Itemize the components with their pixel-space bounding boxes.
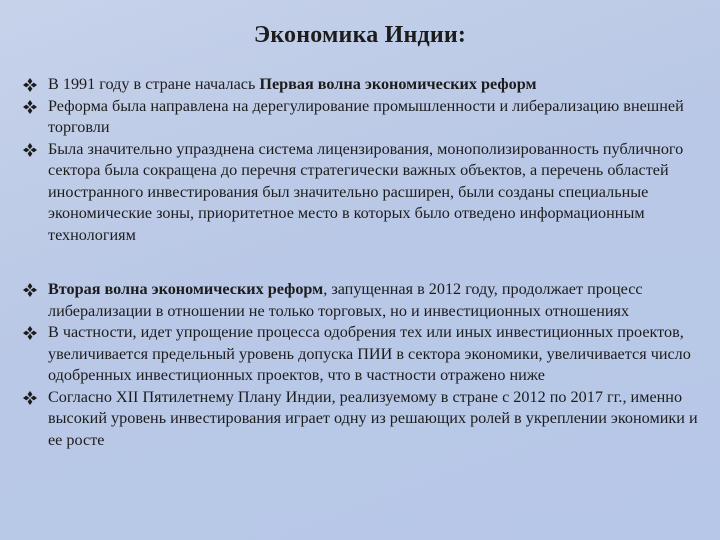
page-title: Экономика Индии: — [253, 22, 467, 48]
bullet-text: Согласно XII Пятилетнему Плану Индии, реализуемому в стране с 2012 по 2017 гг., именно высокий уровень инвестирования играет одну из решающих ролей в укреплении экономики и ее росте — [48, 387, 698, 449]
section-gap — [22, 246, 702, 279]
bullet-text: В частности, идет упрощение процесса одобрения тех или иных инвестиционных проектов, увеличивается предельный уровень допуска ПИИ в сектора экономики, увеличивается число одобренных инвестиционных проектов, что в частности отражено ниже — [48, 323, 691, 384]
bullet-text: Была значительно упразднена система лицензирования, монополизированность публичного сектора была сокращена до перечня стратегически важных объектов, а перечень областей иностранного инвестирования был значительно расширен, были созданы специальные экономические зоны, приоритетное место в которых было отведено информационным технологиям — [48, 139, 684, 244]
diamond-bullet-icon — [22, 77, 38, 93]
list-item — [22, 279, 702, 322]
diamond-bullet-icon — [22, 325, 38, 341]
bullet-bold-text: Вторая волна экономических реформ — [48, 280, 324, 298]
list-item — [22, 74, 702, 96]
diamond-bullet-icon — [22, 390, 38, 406]
diamond-bullet-icon — [22, 282, 38, 298]
list-item — [22, 139, 702, 247]
list-item — [22, 387, 702, 452]
list-item — [22, 322, 702, 387]
bullet-text: Реформа была направлена на дерегулирование промышленности и либерализацию внешней торговли — [48, 96, 684, 136]
bullet-text: , запущенная в 2012 году, продолжает процесс либерализации в отношении не только торговых, но и инвестиционных отношениях — [48, 280, 643, 320]
diamond-bullet-icon — [22, 99, 38, 115]
bullet-bold-text: Первая волна экономических реформ — [259, 75, 537, 93]
diamond-bullet-icon — [22, 142, 38, 158]
list-item — [22, 96, 702, 139]
bullet-text: В 1991 году в стране началась — [48, 75, 260, 93]
bullet-list — [22, 74, 702, 451]
